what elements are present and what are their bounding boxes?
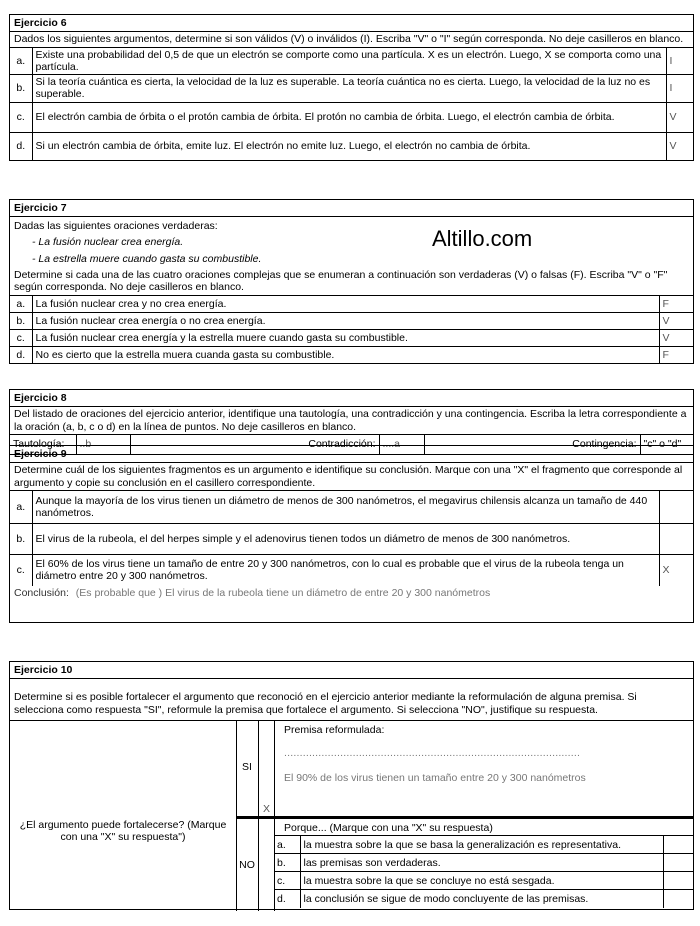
ejercicio-7 xyxy=(9,199,694,364)
option-text: las premisas son verdaderas. xyxy=(300,854,663,872)
row-text: Aunque la mayoría de los virus tienen un diámetro de menos de 300 nanómetros, el megavirus chilensis alcanza un tamaño de 440 nanómetros. xyxy=(32,491,659,524)
contradiccion-value[interactable]: ....a xyxy=(379,435,424,454)
option-letter: c. xyxy=(274,872,300,890)
row-text: La fusión nuclear crea y no crea energía. xyxy=(32,295,659,312)
premisa-dots: ............................................................................................... xyxy=(284,747,581,759)
ej9-row-c xyxy=(10,555,693,586)
ej7-sentence-1: - La fusión nuclear crea energía. xyxy=(32,235,184,248)
ej10-question: ¿El argumento puede fortalecerse? (Marque con una "X" su respuesta") xyxy=(19,819,227,843)
row-letter: c. xyxy=(10,555,32,586)
ej7-row-d xyxy=(10,346,693,363)
option-text: la muestra sobre la que se concluye no está sesgada. xyxy=(300,872,663,890)
ej7-sentence-2: - La estrella muere cuando gasta su combustible. xyxy=(32,252,262,265)
row-letter: a. xyxy=(10,491,32,524)
row-letter: c. xyxy=(10,329,32,346)
ejercicio-6 xyxy=(9,14,694,161)
ej6-row-a xyxy=(10,47,693,74)
row-letter: c. xyxy=(10,102,32,132)
option-letter: b. xyxy=(274,854,300,872)
option-a xyxy=(274,836,693,854)
row-letter: d. xyxy=(10,346,32,363)
watermark: Altillo.com xyxy=(432,226,533,251)
option-d xyxy=(274,890,693,908)
ej8-title: Ejercicio 8 xyxy=(10,390,693,407)
option-text: la conclusión se sigue de modo concluyente de las premisas. xyxy=(300,890,663,908)
ej7-row-c xyxy=(10,329,693,346)
ej6-row-b xyxy=(10,74,693,102)
options-table xyxy=(274,835,693,908)
si-mark[interactable]: X xyxy=(262,803,270,815)
ej10-intro: Determine si es posible fortalecer el argumento que reconoció en el ejercicio anterior mediante la reformulación de alguna premisa. Si selecciona como respuesta "SI", reformule la premisa que fortalece el argumento. Si selecciona "NO", justifique su respuesta. xyxy=(14,691,637,716)
ej8-intro: Del listado de oraciones del ejercicio anterior, identifique una tautología, una contradicción y una contingencia. Escriba la letra correspondiente a la oración (a, b, c o d) en la línea de puntos. No deje casilleros en blanco. xyxy=(14,408,687,433)
ej10-title: Ejercicio 10 xyxy=(10,662,693,679)
answer-cell[interactable]: V xyxy=(659,312,693,329)
porque-options xyxy=(274,835,693,908)
row-text: La fusión nuclear crea energía o no crea energía. xyxy=(32,312,659,329)
option-c xyxy=(274,872,693,890)
ej9-row-b xyxy=(10,524,693,555)
row-letter: b. xyxy=(10,74,32,102)
porque-label: Porque... (Marque con una "X" su respuesta) xyxy=(284,822,493,834)
option-text: la muestra sobre la que se basa la generalización es representativa. xyxy=(300,836,663,854)
answer-cell[interactable]: I xyxy=(666,74,693,102)
premisa-label: Premisa reformulada: xyxy=(284,724,385,736)
option-b xyxy=(274,854,693,872)
option-mark[interactable] xyxy=(663,854,693,872)
conclusion-value: (Es probable que ) El virus de la rubeola tiene un diámetro de entre 20 y 300 nanómetros xyxy=(75,586,491,599)
si-label: SI xyxy=(242,761,252,773)
row-text: El 60% de los virus tiene un tamaño de entre 20 y 300 nanómetros, con lo cual es probable que el virus de la rubeola tenga un diámetro entre 20 y 300 nanómetros. xyxy=(32,555,659,586)
ej9-table xyxy=(10,490,693,586)
ej7-row-b xyxy=(10,312,693,329)
row-letter: a. xyxy=(10,295,32,312)
ej9-title: Ejercicio 9 xyxy=(10,446,693,463)
ejercicio-9 xyxy=(9,445,694,623)
ej6-title: Ejercicio 6 xyxy=(10,15,693,32)
row-letter: b. xyxy=(10,312,32,329)
ej9-row-a xyxy=(10,491,693,524)
option-letter: d. xyxy=(274,890,300,908)
answer-cell[interactable] xyxy=(659,524,693,555)
conclusion-label: Conclusión: xyxy=(14,586,69,599)
ej7-intro: Dadas las siguientes oraciones verdaderas: xyxy=(14,220,218,232)
row-text: El electrón cambia de órbita o el protón cambia de órbita. El protón no cambia de órbita. Luego, el electrón cambia de órbita. xyxy=(32,102,666,132)
row-text: El virus de la rubeola, el del herpes simple y el adenovirus tienen todos un diámetro de menos de 300 nanómetros. xyxy=(32,524,659,555)
ej7-intro-2: Determine si cada una de las cuatro oraciones complejas que se enumeran a continuación son verdaderas (V) o falsas (F). Escriba "V" o "F" según corresponda. No deje casilleros en blanco. xyxy=(14,268,668,293)
ej6-intro: Dados los siguientes argumentos, determine si son válidos (V) o inválidos (I). Escriba "V" o "I" según corresponda. No deje casilleros en blanco. xyxy=(14,33,684,45)
answer-cell[interactable]: F xyxy=(659,295,693,312)
answer-cell[interactable] xyxy=(659,491,693,524)
ej6-row-c xyxy=(10,102,693,132)
answer-cell[interactable]: I xyxy=(666,47,693,74)
option-mark[interactable] xyxy=(663,872,693,890)
contingencia-value[interactable]: "c" o "d" xyxy=(640,435,693,454)
answer-cell[interactable]: V xyxy=(666,132,693,160)
ej9-conclusion[interactable] xyxy=(10,586,693,622)
ej7-row-a xyxy=(10,295,693,312)
ej6-row-d xyxy=(10,132,693,160)
contingencia-label: Contingencia: xyxy=(424,435,640,454)
row-text: La fusión nuclear crea energía y la estrella muere cuando gasta su combustible. xyxy=(32,329,659,346)
answer-cell[interactable]: V xyxy=(666,102,693,132)
row-letter: a. xyxy=(10,47,32,74)
ej7-title: Ejercicio 7 xyxy=(10,200,693,217)
option-letter: a. xyxy=(274,836,300,854)
tautologia-value[interactable]: ..b xyxy=(76,435,130,454)
row-text: Existe una probabilidad del 0,5 de que un electrón se comporte como una partícula. X es un electrón. Luego, X se comporta como una partícula. xyxy=(32,47,666,74)
answer-cell[interactable]: F xyxy=(659,346,693,363)
no-label: NO xyxy=(239,859,255,871)
row-letter: b. xyxy=(10,524,32,555)
tautologia-label: Tautología: xyxy=(10,435,76,454)
row-letter: d. xyxy=(10,132,32,160)
row-text: Si un electrón cambia de órbita, emite luz. El electrón no emite luz. Luego, el electrón no cambia de órbita. xyxy=(32,132,666,160)
row-text: No es cierto que la estrella muera cuanda gasta su combustible. xyxy=(32,346,659,363)
ej10-grid xyxy=(10,720,693,911)
ej6-table xyxy=(10,47,693,161)
ej7-table xyxy=(10,295,693,364)
contradiccion-label: Contradicción: xyxy=(130,435,379,454)
premisa-value[interactable]: El 90% de los virus tienen un tamaño entre 20 y 300 nanómetros xyxy=(284,772,586,784)
option-mark[interactable] xyxy=(663,836,693,854)
ej9-intro: Determine cuál de los siguientes fragmentos es un argumento e identifique su conclusión. Marque con una "X" el fragmento que corresponde al argumento y copie su conclusión en el casillero correspondiente. xyxy=(14,464,683,489)
answer-cell[interactable]: V xyxy=(659,329,693,346)
row-text: Si la teoría cuántica es cierta, la velocidad de la luz es superable. La teoría cuántica no es cierta. Luego, la velocidad de la luz no es superable. xyxy=(32,74,666,102)
ejercicio-10 xyxy=(9,661,694,910)
option-mark[interactable] xyxy=(663,890,693,908)
answer-cell[interactable]: X xyxy=(659,555,693,586)
